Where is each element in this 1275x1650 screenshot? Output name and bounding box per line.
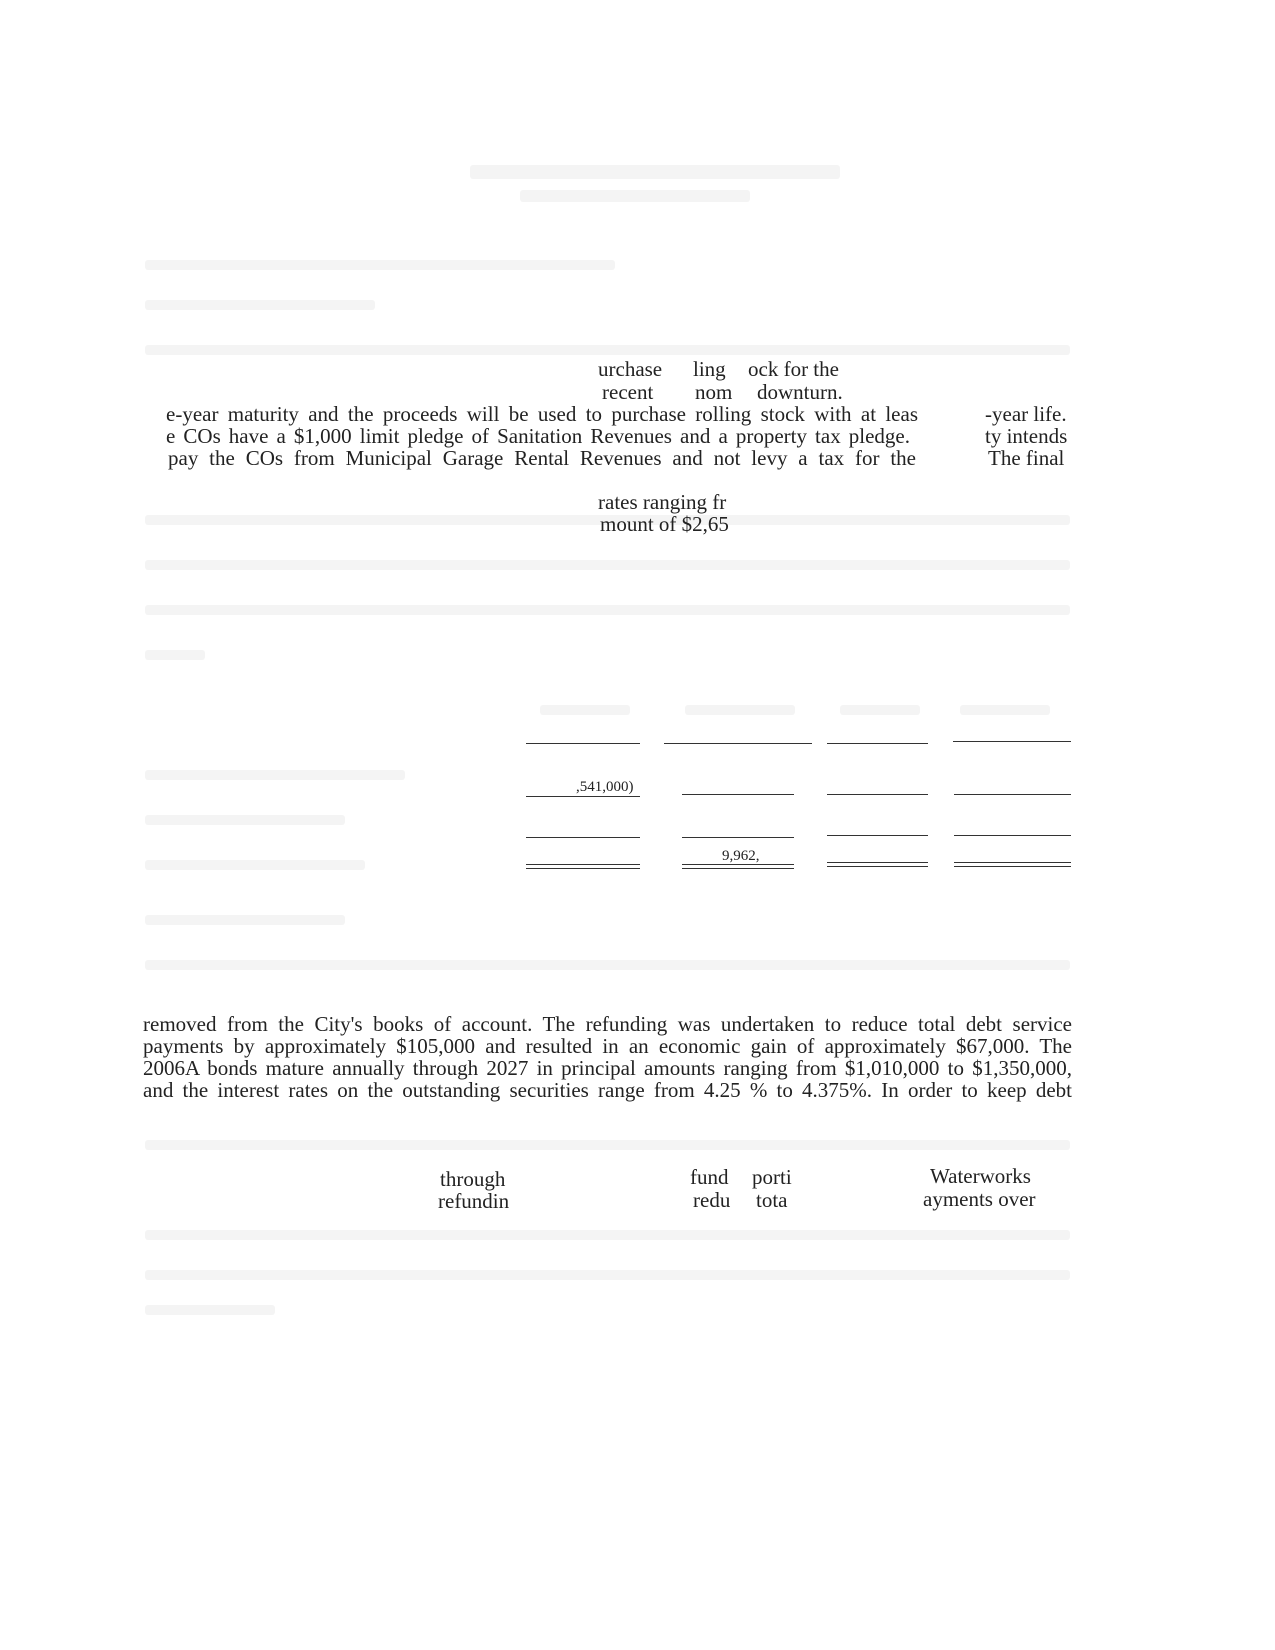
text-fragment: tota — [756, 1188, 788, 1212]
table-rule — [827, 794, 928, 795]
faded-text — [145, 1270, 1070, 1280]
text-fragment: refundin — [438, 1189, 510, 1213]
faded-text — [145, 650, 205, 660]
faded-text — [145, 815, 345, 825]
faded-text — [145, 1305, 275, 1315]
text-fragment: ling — [693, 357, 726, 381]
table-double-rule — [682, 864, 794, 869]
text-fragment: urchase — [598, 357, 663, 381]
faded-text — [145, 300, 375, 310]
text-line: e-year maturity and the proceeds will be used to purchase rolling stock with at leas — [166, 402, 918, 426]
faded-text — [145, 860, 365, 870]
text-line: removed from the City's books of account. The refunding was undertaken to reduce total debt service — [143, 1012, 1072, 1036]
table-rule — [526, 837, 640, 838]
table-rule — [682, 837, 794, 838]
table-cell: ,541,000) — [576, 779, 634, 795]
text-fragment: nom — [695, 380, 733, 404]
text-line: 2006A bonds mature annually through 2027 in principal amounts ranging from $1,010,000 to $1,350,000, — [143, 1056, 1072, 1080]
table-double-rule — [954, 862, 1071, 867]
text-fragment: Waterworks — [930, 1164, 1031, 1188]
table-rule — [682, 794, 794, 795]
table-cell: 9,962, — [722, 848, 760, 864]
faded-text — [145, 1140, 1070, 1150]
text-fragment: ty intends — [985, 424, 1068, 448]
faded-table-header — [960, 705, 1050, 715]
faded-text — [145, 770, 405, 780]
faded-text — [145, 960, 1070, 970]
text-fragment: ock for the — [748, 357, 839, 381]
faded-text — [145, 605, 1070, 615]
text-fragment: rates ranging fr — [598, 490, 727, 514]
table-rule — [954, 835, 1071, 836]
text-fragment: redu — [693, 1188, 731, 1212]
table-double-rule — [827, 862, 928, 867]
text-line: pay the COs from Municipal Garage Rental Revenues and not levy a tax for the — [168, 446, 916, 470]
table-rule — [827, 743, 928, 744]
faded-table-header — [685, 705, 795, 715]
faded-table-header — [540, 705, 630, 715]
faded-text — [145, 345, 1070, 355]
text-fragment: ayments over — [923, 1187, 1036, 1211]
text-fragment: -year life. — [985, 402, 1067, 426]
faded-text — [145, 560, 1070, 570]
faded-text — [145, 260, 615, 270]
table-rule — [526, 743, 640, 744]
text-fragment: mount of $2,65 — [600, 512, 729, 536]
faded-table-header — [840, 705, 920, 715]
table-rule — [954, 794, 1071, 795]
faded-heading — [520, 190, 750, 202]
text-fragment: downturn. — [757, 380, 843, 404]
faded-text — [145, 915, 345, 925]
text-fragment: porti — [752, 1165, 792, 1189]
faded-heading — [470, 165, 840, 179]
table-double-rule — [526, 864, 640, 869]
text-line: e COs have a $1,000 limit pledge of Sanitation Revenues and a property tax pledge. — [166, 424, 910, 448]
table-rule — [953, 741, 1071, 742]
table-rule — [526, 796, 640, 797]
table-rule — [827, 835, 928, 836]
text-fragment: fund — [690, 1165, 729, 1189]
table-rule — [664, 743, 812, 744]
text-fragment: through — [440, 1167, 506, 1191]
text-line: payments by approximately $105,000 and resulted in an economic gain of approximately $67,000. The — [143, 1034, 1072, 1058]
text-fragment: recent — [602, 380, 654, 404]
text-fragment: The final — [988, 446, 1065, 470]
text-line: and the interest rates on the outstanding securities range from 4.25 % to 4.375%. In order to keep debt — [143, 1078, 1072, 1102]
faded-text — [145, 1230, 1070, 1240]
